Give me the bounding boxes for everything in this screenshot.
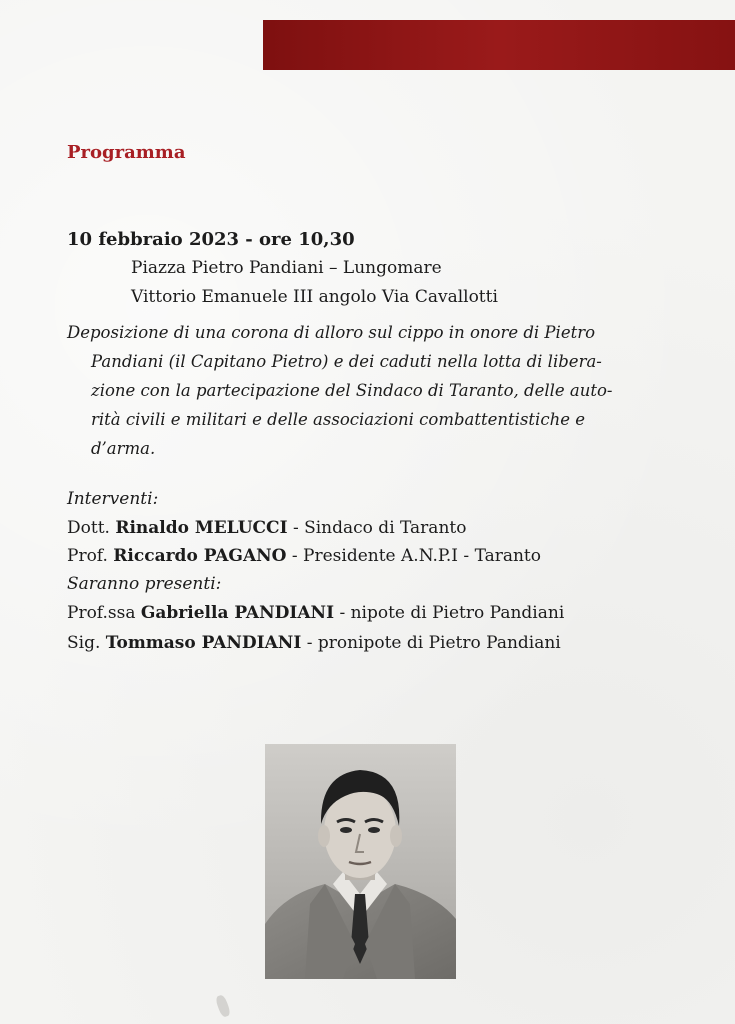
header-red-band [263,20,735,70]
paper-speck [215,994,232,1018]
interventi-label: Interventi: [67,489,159,509]
description-line: d’arma. [91,439,156,458]
guest-name: Gabriella PANDIANI [140,603,335,623]
description-line: rità civili e militari e delle associazioni combattentistiche e [91,410,585,429]
description-line: zione con la partecipazione del Sindaco di Taranto, delle auto- [91,381,613,400]
speaker-name: Riccardo PAGANO [113,546,287,566]
event-date-time: 10 febbraio 2023 - ore 10,30 [67,229,355,250]
guest-name: Tommaso PANDIANI [105,633,302,653]
speaker-line [67,518,466,538]
speaker-name: Rinaldo MELUCCI [115,518,288,538]
speaker-role: - Sindaco di Taranto [287,518,467,538]
presenti-label: Saranno presenti: [67,574,222,594]
guest-line [67,633,561,653]
guest-line [67,603,564,623]
event-place-line-2: Vittorio Emanuele III angolo Via Cavallotti [131,287,498,307]
description-line: Pandiani (il Capitano Pietro) e dei caduti nella lotta di libera- [91,352,602,371]
description-line: Deposizione di una corona di alloro sul cippo in onore di Pietro [67,323,596,342]
guest-role: - pronipote di Pietro Pandiani [301,633,561,653]
speaker-title: Dott. [67,518,116,538]
guest-title: Sig. [67,633,106,653]
guest-role: - nipote di Pietro Pandiani [334,603,565,623]
portrait-photo [265,744,456,979]
speaker-line [67,546,541,566]
speaker-title: Prof. [67,546,114,566]
program-heading: Programma [67,142,186,163]
event-place-line-1: Piazza Pietro Pandiani – Lungomare [131,258,442,278]
speaker-role: - Presidente A.N.P.I - Taranto [286,546,541,566]
portrait-illustration [265,744,456,979]
event-description [67,318,647,463]
guest-title: Prof.ssa [67,603,141,623]
